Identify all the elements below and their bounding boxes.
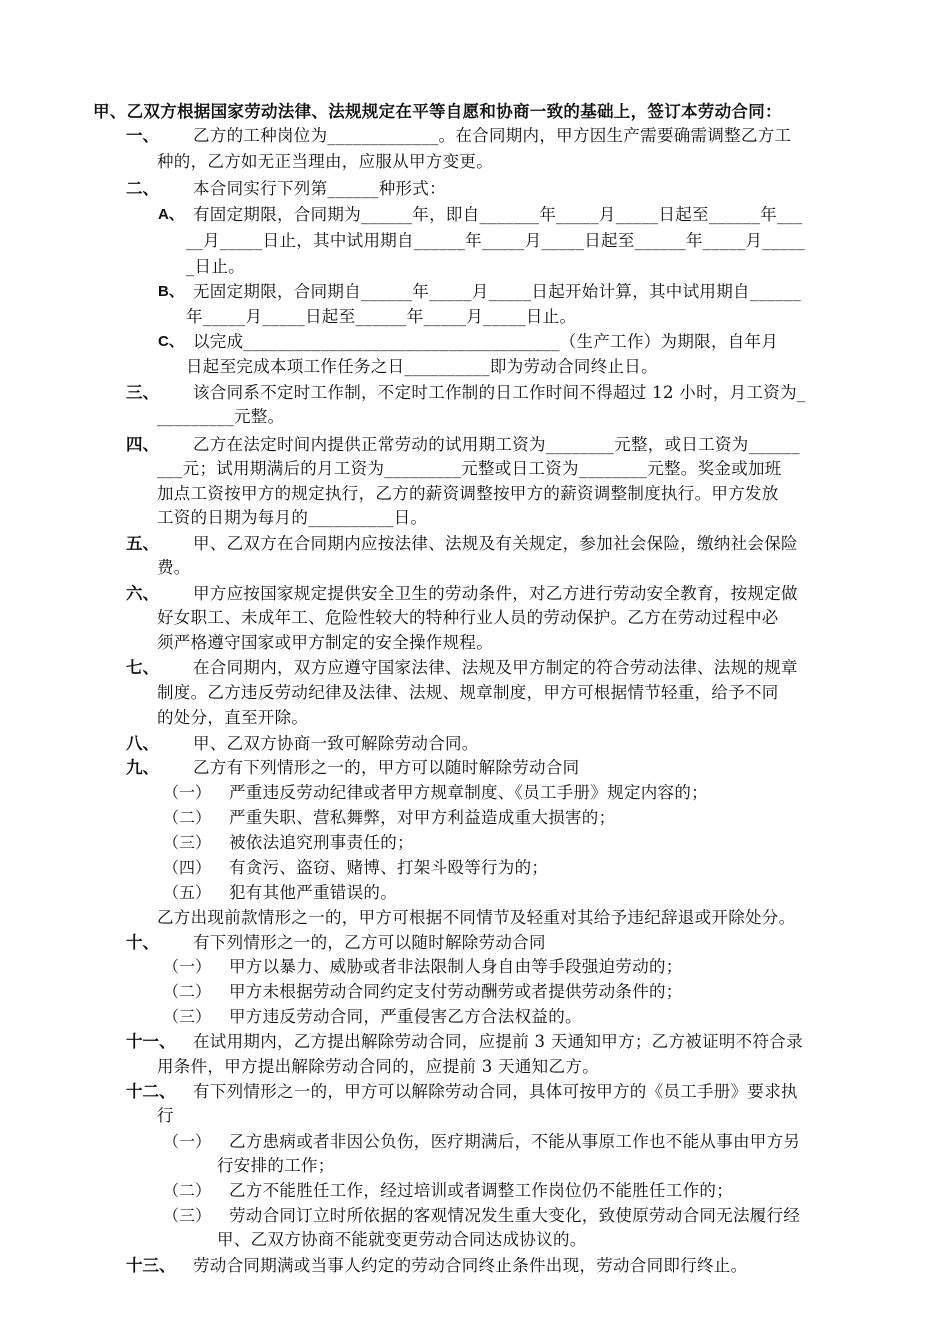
clause-9-item-1-text: 严重违反劳动纪律或者甲方规章制度、《员工手册》规定内容的； <box>229 783 708 802</box>
clause-4-line-3: 加点工资按甲方的规定执行，乙方的薪资调整按甲方的薪资调整制度执行。甲方发放 <box>157 484 779 503</box>
clause-5-line-2: 费。 <box>157 558 191 577</box>
clause-12-item-1-number: （一） <box>163 1132 212 1151</box>
clause-9-item-5-text: 犯有其他严重错误的。 <box>229 883 397 902</box>
clause-9-number: 九、 <box>126 758 159 777</box>
clause-10-item-1-text: 甲方以暴力、威胁或者非法限制人身自由等手段强迫劳动的； <box>229 957 683 976</box>
clause-7-line-3: 的处分，直至开除。 <box>157 708 309 727</box>
clause-9-item-2-number: （二） <box>163 808 212 827</box>
clause-10-item-2-text: 甲方未根据劳动合同约定支付劳动酬劳或者提供劳动条件的； <box>229 982 683 1001</box>
clause-12-item-2-text-1: 乙方不能胜任工作，经过培训或者调整工作岗位仍不能胜任工作的； <box>229 1181 733 1200</box>
clause-9-line: 乙方有下列情形之一的，甲方可以随时解除劳动合同 <box>193 758 580 777</box>
clause-12-item-3-text-1: 劳动合同订立时所依据的客观情况发生重大变化，致使原劳动合同无法履行经 <box>229 1206 801 1225</box>
clause-3-line-1: 该合同系不定时工作制，不定时工作制的日工作时间不得超过 12 小时，月工资为_ <box>193 383 806 402</box>
clause-11-line-1: 在试用期内，乙方提出解除劳动合同，应提前 3 天通知甲方；乙方被证明不符合录 <box>193 1032 803 1051</box>
clause-4-line-1: 乙方在法定时间内提供正常劳动的试用期工资为________元整，或日工资为______ <box>193 435 800 454</box>
clause-10-line: 有下列情形之一的，乙方可以随时解除劳动合同 <box>193 933 546 952</box>
clause-12-line-1: 有下列情形之一的，甲方可以解除劳动合同，具体可按甲方的《员工手册》要求执 <box>193 1082 798 1101</box>
clause-2b-label: B、 <box>158 283 184 300</box>
clause-2a-line-1: 有固定期限，合同期为______年，即自_______年_____月_____日起至______年___ <box>193 205 803 224</box>
clause-2-line: 本合同实行下列第______种形式： <box>193 179 446 198</box>
clause-9-item-4-number: （四） <box>163 858 212 877</box>
clause-6-line-1: 甲方应按国家规定提供安全卫生的劳动条件，对乙方进行劳动安全教育，按规定做 <box>193 584 798 603</box>
clause-10-item-3-number: （三） <box>163 1007 212 1026</box>
clause-4-line-2: ___元；试用期满后的月工资为_________元整或日工资为________元整。奖金或加班 <box>157 459 782 478</box>
clause-2c-line-1: 以完成_____________________________________（生产工作）为期限，自年月 <box>193 332 779 351</box>
clause-13-line: 劳动合同期满或当事人约定的劳动合同终止条件出现，劳动合同即行终止。 <box>193 1256 748 1275</box>
clause-2c-line-2: 日起至完成本项工作任务之日__________即为劳动合同终止日。 <box>186 357 658 376</box>
intro-text-content: 甲、乙双方根据国家劳动法律、法规规定在平等自愿和协商一致的基础上，签订本劳动合同： <box>93 102 782 121</box>
clause-12-item-1-text-2: 行安排的工作； <box>217 1156 335 1175</box>
clause-6-line-3: 须严格遵守国家或甲方制定的安全操作规程。 <box>157 633 493 652</box>
clause-10-item-3-text: 甲方违反劳动合同，严重侵害乙方合法权益的。 <box>229 1007 582 1026</box>
clause-5-number: 五、 <box>126 534 159 553</box>
clause-12-item-3-number: （三） <box>163 1206 212 1225</box>
clause-9-item-2-text: 严重失职、营私舞弊，对甲方利益造成重大损害的； <box>229 808 616 827</box>
clause-9-item-5-number: （五） <box>163 883 212 902</box>
clause-12-item-2-number: （二） <box>163 1181 212 1200</box>
clause-12-item-1-text-1: 乙方患病或者非因公负伤，医疗期满后，不能从事原工作也不能从事由甲方另 <box>229 1132 801 1151</box>
intro-text <box>93 100 782 124</box>
clause-2c-label: C、 <box>158 333 184 350</box>
clause-2a-line-2: __月_____日止，其中试用期自______年_____月_____日起至______年_____月_____ <box>186 231 806 250</box>
clause-11-number: 十一、 <box>126 1032 176 1051</box>
clause-10-item-1-number: （一） <box>163 957 212 976</box>
clause-6-number: 六、 <box>126 584 159 603</box>
clause-9-item-3-text: 被依法追究刑事责任的； <box>229 833 414 852</box>
clause-8-number: 八、 <box>126 734 159 753</box>
clause-12-item-3-text-2: 甲、乙双方协商不能就变更劳动合同达成协议的。 <box>217 1230 587 1249</box>
clause-12-number: 十二、 <box>126 1082 176 1101</box>
clause-2-number: 二、 <box>126 179 159 198</box>
clause-9-item-4-text: 有贪污、盗窃、赌博、打架斗殴等行为的； <box>229 858 549 877</box>
clause-9-after: 乙方出现前款情形之一的，甲方可根据不同情节及轻重对其给予违纪辞退或开除处分。 <box>157 908 796 927</box>
clause-2b-line-2: 年_____月_____日起至______年_____月_____日止。 <box>186 307 577 326</box>
clause-4-number: 四、 <box>126 435 159 454</box>
clause-13-number: 十三、 <box>126 1256 176 1275</box>
clause-2a-line-3: _日止。 <box>186 257 245 276</box>
clause-3-number: 三、 <box>126 383 159 402</box>
clause-1-line-2: 种的，乙方如无正当理由，应服从甲方变更。 <box>157 152 493 171</box>
clause-9-item-3-number: （三） <box>163 833 212 852</box>
clause-9-item-1-number: （一） <box>163 783 212 802</box>
clause-4-line-4: 工资的日期为每月的__________日。 <box>157 508 428 527</box>
clause-5-line-1: 甲、乙双方在合同期内应按法律、法规及有关规定，参加社会保险，缴纳社会保险 <box>193 534 798 553</box>
clause-7-line-2: 制度。乙方违反劳动纪律及法律、法规、规章制度，甲方可根据情节轻重，给予不同 <box>157 683 779 702</box>
clause-7-number: 七、 <box>126 658 159 677</box>
clause-10-number: 十、 <box>126 933 159 952</box>
clause-8-line: 甲、乙双方协商一致可解除劳动合同。 <box>193 734 479 753</box>
clause-2b-line-1: 无固定期限，合同期自______年_____月_____日起开始计算，其中试用期自______ <box>193 282 802 301</box>
clause-11-line-2: 用条件，甲方提出解除劳动合同的，应提前 3 天通知乙方。 <box>157 1057 599 1076</box>
clause-7-line-1: 在合同期内，双方应遵守国家法律、法规及甲方制定的符合劳动法律、法规的规章 <box>193 658 798 677</box>
clause-12-line-2: 行 <box>157 1106 174 1125</box>
clause-3-line-2: _________元整。 <box>157 407 285 426</box>
clause-1-number: 一、 <box>126 126 159 145</box>
clause-10-item-2-number: （二） <box>163 982 212 1001</box>
clause-1-line-1: 乙方的工种岗位为_____________。在合同期内，甲方因生产需要确需调整乙方工 <box>193 126 792 145</box>
clause-6-line-2: 好女职工、未成年工、危险性较大的特种行业人员的劳动保护。乙方在劳动过程中必 <box>157 608 779 627</box>
clause-2a-label: A、 <box>158 206 184 223</box>
